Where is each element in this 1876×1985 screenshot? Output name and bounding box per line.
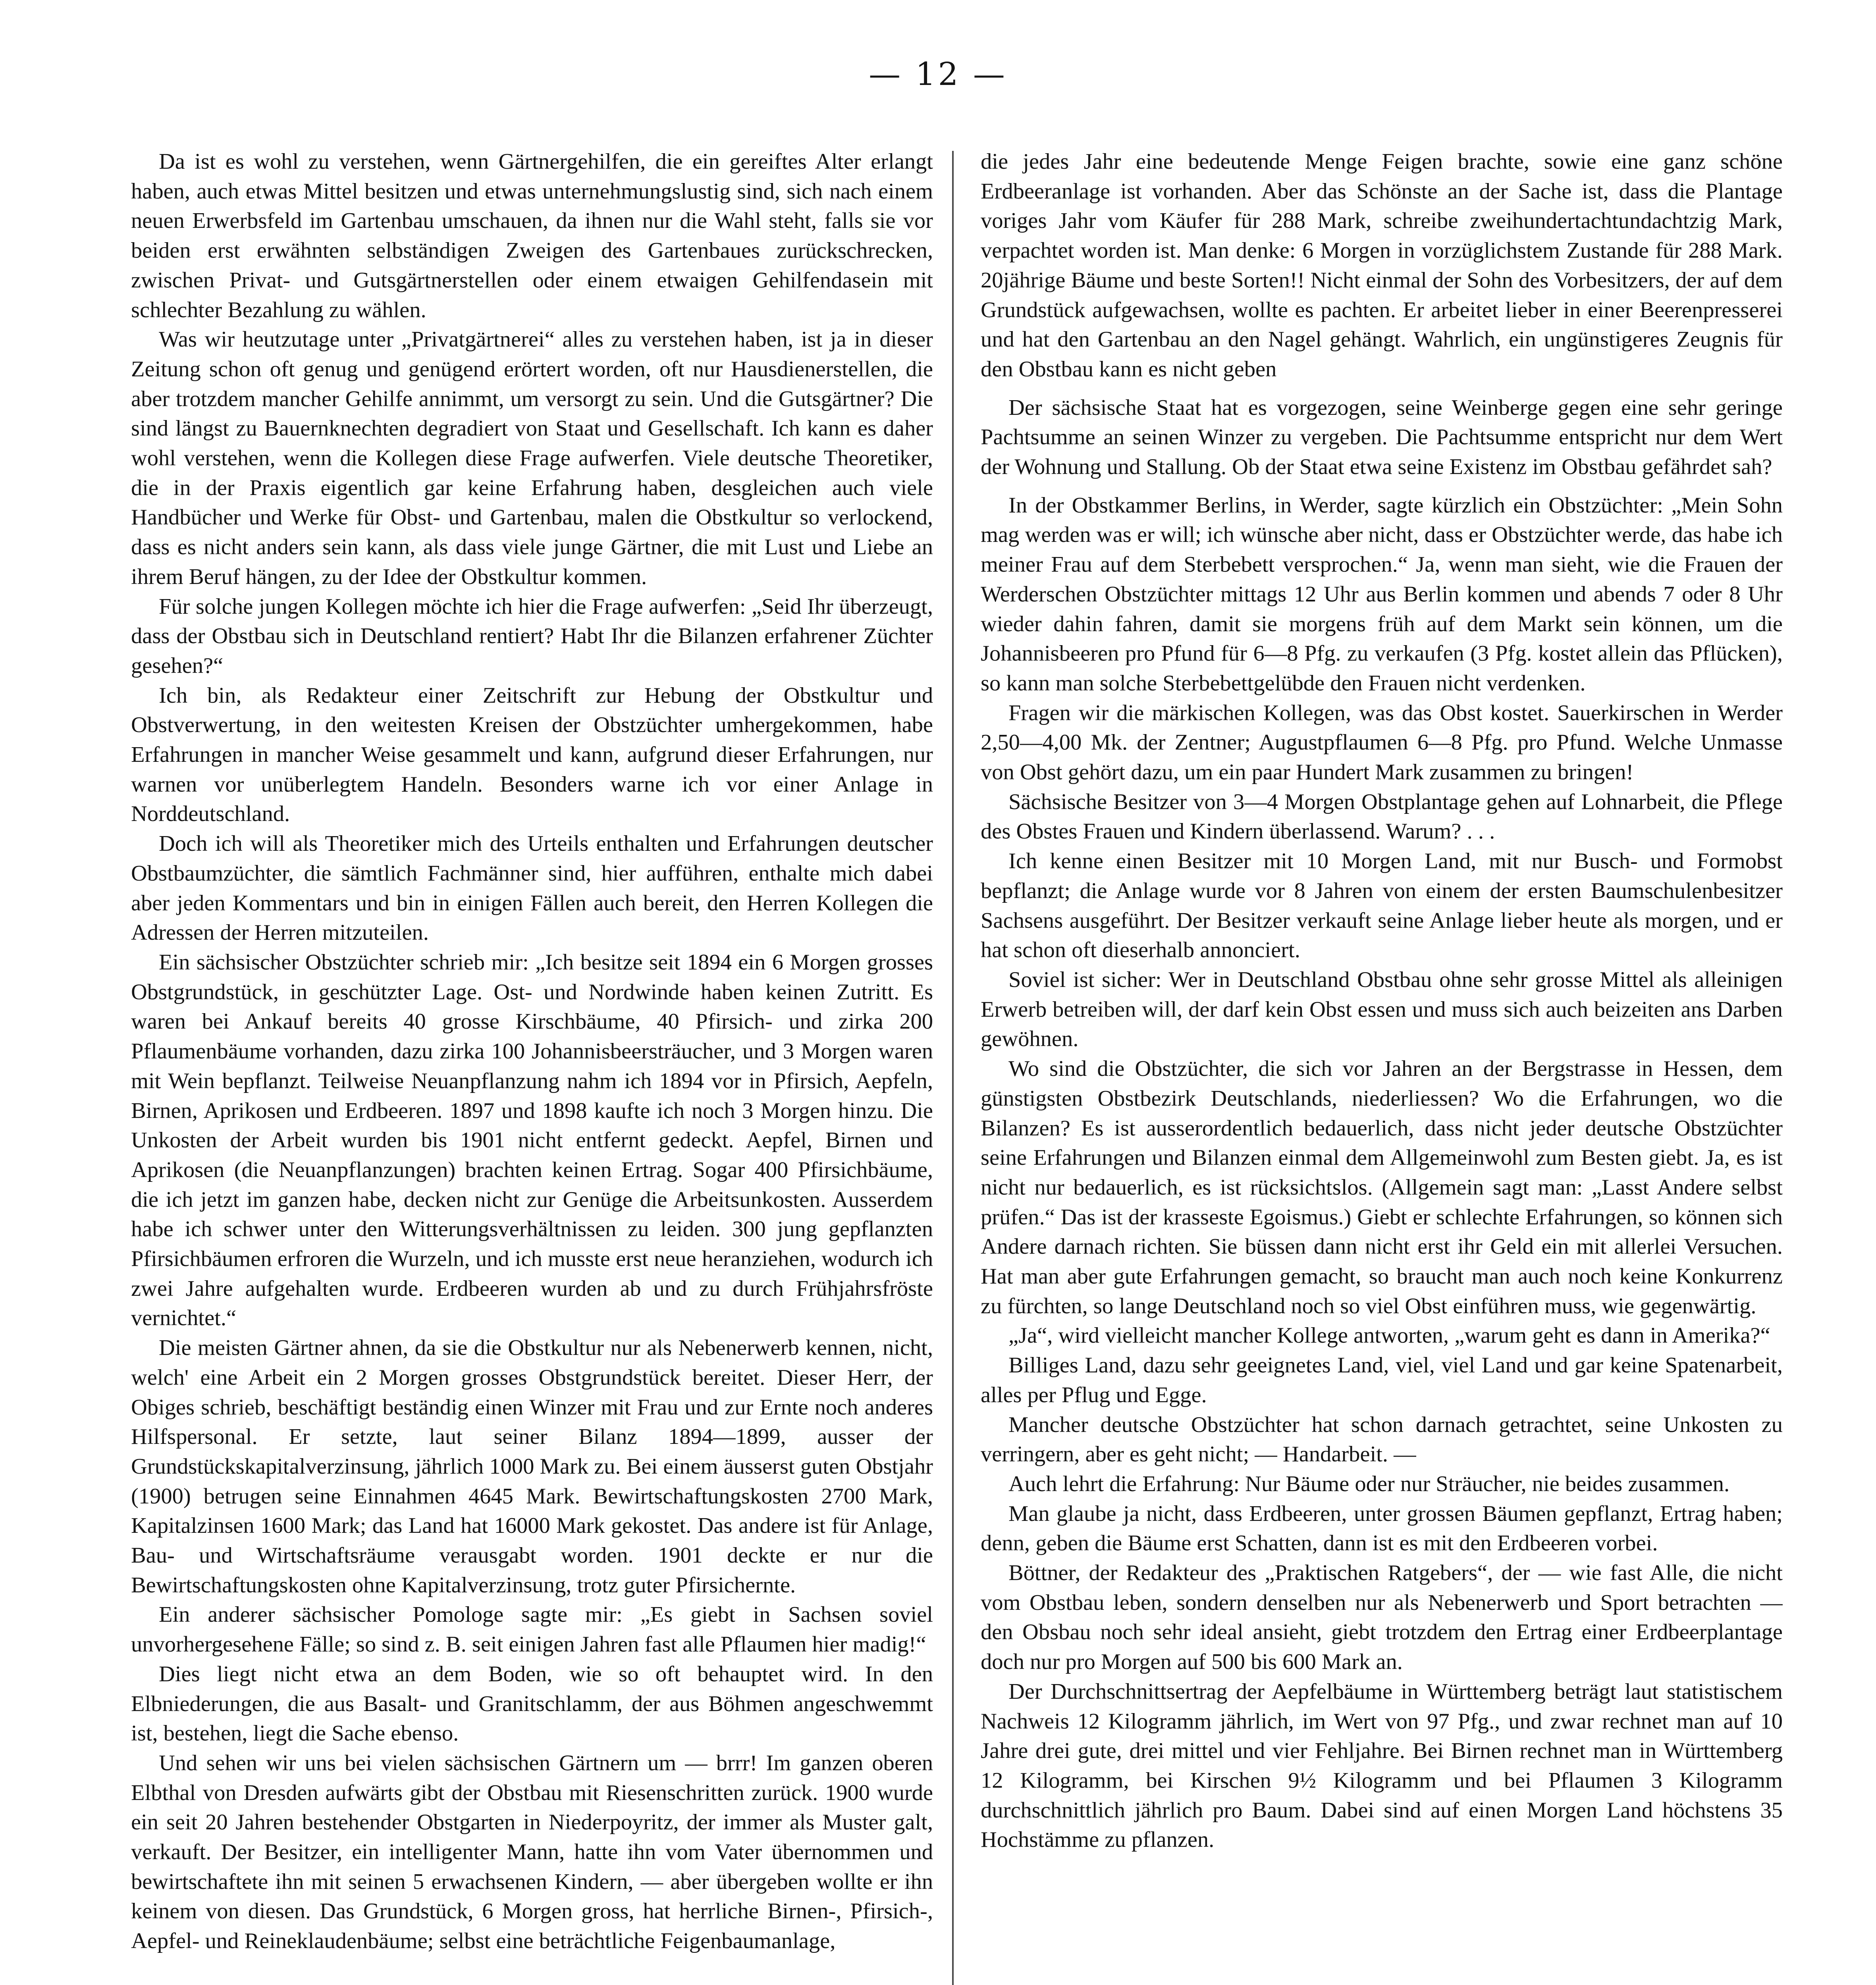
right-column [981,147,1783,1985]
paragraph: Fragen wir die märkischen Kollegen, was das Obst kostet. Sauerkirschen in Werder 2,50—4,00 Mk. der Zentner; Augustpflaumen 6—8 Pfg. pro Pfund. Welche Unmasse von Obst gehört dazu, um ein paar Hundert Mark zusammen zu bringen! [981,700,1783,785]
paragraph: In der Obstkammer Berlins, in Werder, sagte kürzlich ein Obstzüchter: „Mein Sohn mag werden was er will; ich wünsche aber nicht, dass er Obstzüchter werde, das habe ich meiner Frau auf dem Sterbebett versprochen.“ Ja, wenn man sieht, wie die Frauen der Werderschen Obstzüchter mittags 12 Uhr aus Berlin kommen und abends 7 oder 8 Uhr wieder dahin fahren, damit sie morgens früh auf dem Markt sein können, um die Johannisbeeren pro Pfund für 6—8 Pfg. zu verkaufen (3 Pfg. kostet allein das Pflücken), so kann man solche Sterbebettgelübde den Frauen nicht verdenken. [981,493,1783,696]
paragraph: Soviel ist sicher: Wer in Deutschland Obstbau ohne sehr grosse Mittel als alleinigen Erwerb betreiben will, der darf kein Obst essen und muss sich auch beizeiten ans Darben gewöhnen. [981,967,1783,1052]
paragraph: Man glaube ja nicht, dass Erdbeeren, unter grossen Bäumen gepflanzt, Ertrag haben; denn, geben die Bäume erst Schatten, dann ist es mit den Erdbeeren vorbei. [981,1501,1783,1556]
left-column [131,147,933,1985]
paragraph: Auch lehrt die Erfahrung: Nur Bäume oder nur Sträucher, nie beides zusammen. [1008,1471,1730,1496]
paragraph: Was wir heutzutage unter „Privatgärtnerei“ alles zu verstehen haben, ist ja in dieser Zeitung schon oft genug und genügend erörtert worden, oft nur Hausdienerstellen, die aber trotzdem mancher Gehilfe annimmt, um versorgt zu sein. Und die Gutsgärtner? Die sind längst zu Bauernknechten degradiert von Staat und Gesellschaft. Ich kann es daher wohl verstehen, wenn die Kollegen diese Frage aufwerfen. Viele deutsche Theoretiker, die in der Praxis eigentlich gar keine Erfahrung haben, desgleichen auch viele Handbücher und Werke für Obst- und Gartenbau, malen die Obstkultur so verlockend, dass es nicht anders sein kann, als dass viele junge Gärtner, die mit Lust und Liebe an ihrem Beruf hängen, zu der Idee der Obstkultur kommen. [131,327,933,589]
paragraph: Ich kenne einen Besitzer mit 10 Morgen Land, mit nur Busch- und Formobst bepflanzt; die Anlage wurde vor 8 Jahren von einem der ersten Baumschulenbesitzer Sachsens ausgeführt. Der Besitzer verkauft seine Anlage lieber heute als morgen, und er hat schon oft dieserhalb annonciert. [981,849,1783,963]
paragraph: die jedes Jahr eine bedeutende Menge Feigen brachte, sowie eine ganz schöne Erdbeeranlage ist vorhanden. Aber das Schönste an der Sache ist, dass die Plantage voriges Jahr vom Käufer für 288 Mark, schreibe zweihundertachtundachtzig Mark, verpachtet worden ist. Man denke: 6 Morgen in vorzüglichstem Zustande für 288 Mark. 20jährige Bäume und beste Sorten!! Nicht einmal der Sohn des Vorbesitzers, der auf dem Grundstück aufgewachsen, wollte es pachten. Er arbeitet lieber in einer Beerenpresserei und hat den Gartenbau an den Nagel gehängt. Wahrlich, ein ungünstigeres Zeugnis für den Obstbau kann es nicht geben [981,149,1783,382]
paragraph: Mancher deutsche Obstzüchter hat schon darnach getrachtet, seine Unkosten zu verringern, aber es geht nicht; — Handarbeit. — [981,1412,1783,1467]
paragraph: Ich bin, als Redakteur einer Zeitschrift zur Hebung der Obstkultur und Obstverwertung, in den weitesten Kreisen der Obstzüchter umhergekommen, habe Erfahrungen in mancher Weise gesammelt und kann, aufgrund dieser Erfahrungen, nur warnen vor unüberlegtem Handeln. Besonders warne ich vor einer Anlage in Norddeutschland. [131,683,933,827]
paragraph: Ein anderer sächsischer Pomologe sagte mir: „Es giebt in Sachsen soviel unvorhergesehene Fälle; so sind z. B. seit einigen Jahren fast alle Pflaumen hier madig!“ [131,1602,933,1657]
paragraph: Böttner, der Redakteur des „Praktischen Ratgebers“, der — wie fast Alle, die nicht vom Obstbau leben, sondern denselben nur als Nebenerwerb und Sport betrachten — den Obsbau noch sehr ideal ansieht, giebt trotzdem den Ertrag einer Erdbeerplantage doch nur pro Morgen auf 500 bis 600 Mark an. [981,1561,1783,1675]
paragraph: Und sehen wir uns bei vielen sächsischen Gärtnern um — brrr! Im ganzen oberen Elbthal von Dresden aufwärts gibt der Obstbau mit Riesenschritten zurück. 1900 wurde ein seit 20 Jahren bestehender Obstgarten in Niederpoyritz, der immer als Muster galt, verkauft. Der Besitzer, ein intelligenter Mann, hatte ihn vom Vater übernommen und bewirtschaftete ihn mit seinen 5 erwachsenen Kindern, — aber übergeben wollte er ihn keinem von diesen. Das Grundstück, 6 Morgen gross, hat herrliche Birnen-, Pfirsich-, Aepfel- und Reineklaudenbäume; selbst eine beträchtliche Feigenbaumanlage, [131,1750,933,1954]
column-divider [952,151,954,1985]
paragraph: Ein sächsischer Obstzüchter schrieb mir: „Ich besitze seit 1894 ein 6 Morgen grosses Obstgrundstück, in geschützter Lage. Ost- und Nordwinde haben keinen Zutritt. Es waren bei Ankauf bereits 40 grosse Kirschbäume, 40 Pfirsich- und zirka 200 Pflaumenbäume vorhanden, dazu zirka 100 Johannisbeersträucher, und 3 Morgen waren mit Wein bepflanzt. Teilweise Neuanpflanzung nahm ich 1894 vor in Pfirsich, Aepfeln, Birnen, Aprikosen und Erdbeeren. 1897 und 1898 kaufte ich noch 3 Morgen hinzu. Die Unkosten der Arbeit wurden bis 1901 nicht entfernt gedeckt. Aepfel, Birnen und Aprikosen (die Neuanpflanzungen) brachten keinen Ertrag. Sogar 400 Pfirsichbäume, die ich jetzt im ganzen habe, decken nicht zur Genüge die Arbeitsunkosten. Ausserdem habe ich schwer unter den Witterungsverhältnissen zu leiden. 300 jung gepflanzten Pfirsichbäumen erfroren die Wurzeln, und ich musste erst neue heranziehen, wodurch ich zwei Jahre aufgehalten wurde. Erdbeeren wurden ab und zu durch Frühjahrsfröste vernichtet.“ [131,950,933,1331]
paragraph: Da ist es wohl zu verstehen, wenn Gärtnergehilfen, die ein gereiftes Alter erlangt haben, auch etwas Mittel besitzen und etwas unternehmungslustig sind, sich nach einem neuen Erwerbsfeld im Gartenbau umschauen, da ihnen nur die Wahl steht, falls sie vor beiden erst erwähnten selbständigen Zweigen des Gartenbaues zurückschrecken, zwischen Privat- und Gutsgärtnerstellen oder einem etwaigen Gehilfendasein mit schlechter Bezahlung zu wählen. [131,149,933,322]
paragraph: „Ja“, wird vielleicht mancher Kollege antworten, „warum geht es dann in Amerika?“ [1008,1323,1770,1348]
paragraph: Dies liegt nicht etwa an dem Boden, wie so oft behauptet wird. In den Elbniederungen, die aus Basalt- und Granitschlamm, der aus Böhmen angeschwemmt ist, bestehen, liegt die Sache ebenso. [131,1661,933,1746]
paragraph: Sächsische Besitzer von 3—4 Morgen Obstplantage gehen auf Lohnarbeit, die Pflege des Obstes Frauen und Kindern überlassend. Warum? . . . [981,789,1783,844]
paragraph: Für solche jungen Kollegen möchte ich hier die Frage aufwerfen: „Seid Ihr überzeugt, dass der Obstbau sich in Deutschland rentiert? Habt Ihr die Bilanzen erfahrener Züchter gesehen?“ [131,594,933,678]
paragraph: Doch ich will als Theoretiker mich des Urteils enthalten und Erfahrungen deutscher Obstbaumzüchter, die sämtlich Fachmänner sind, hier aufführen, enthalte mich dabei aber jeden Kommentars und bin in einigen Fällen auch bereit, den Herren Kollegen die Adressen der Herren mitzuteilen. [131,831,933,945]
paragraph: Der Durchschnittsertrag der Aepfelbäume in Württemberg beträgt laut statistischem Nachweis 12 Kilogramm jährlich, im Wert von 97 Pfg., und zwar rechnet man auf 10 Jahre drei gute, drei mittel und vier Fehljahre. Bei Birnen rechnet man in Württemberg 12 Kilogramm, bei Kirschen 9½ Kilogramm und bei Pflaumen 3 Kilogramm durchschnittlich jährlich pro Baum. Dabei sind auf einen Morgen Land höchstens 35 Hochstämme zu pflanzen. [981,1679,1783,1852]
page-number: — 12 — [869,56,1007,93]
paragraph: Die meisten Gärtner ahnen, da sie die Obstkultur nur als Nebenerwerb kennen, nicht, welch' eine Arbeit ein 2 Morgen grosses Obstgrundstück bereitet. Dieser Herr, der Obiges schrieb, beschäftigt beständig einen Winzer mit Frau und zur Ernte noch anderes Hilfspersonal. Er setzte, laut seiner Bilanz 1894—1899, ausser der Grundstückskapitalverzinsung, jährlich 1000 Mark zu. Bei einem äusserst guten Obstjahr (1900) betrugen seine Einnahmen 4645 Mark. Bewirtschaftungskosten 2700 Mark, Kapitalzinsen 1600 Mark; das Land hat 16000 Mark gekostet. Das andere ist für Anlage, Bau- und Wirtschaftsräume verausgabt worden. 1901 deckte er nur die Bewirtschaftungskosten ohne Kapitalverzinsung, trotz guter Pfirsichernte. [131,1336,933,1598]
paragraph: Der sächsische Staat hat es vorgezogen, seine Weinberge gegen eine sehr geringe Pachtsumme an seinen Winzer zu vergeben. Die Pachtsumme entspricht nur dem Wert der Wohnung und Stallung. Ob der Staat etwa seine Existenz im Obstbau gefährdet sah? [981,395,1783,480]
paragraph: Wo sind die Obstzüchter, die sich vor Jahren an der Bergstrasse in Hessen, dem günstigsten Obstbezirk Deutschlands, niederliessen? Wo die Erfahrungen, wo die Bilanzen? Es ist ausserordentlich bedauerlich, dass nicht jeder deutsche Obstzüchter seine Erfahrungen und Bilanzen einmal dem Allgemeinwohl zum Besten giebt. Ja, es ist nicht nur bedauerlich, es ist rücksichtslos. (Allgemein sagt man: „Lasst Andere selbst prüfen.“ Das ist der krasseste Egoismus.) Giebt er schlechte Erfahrungen, so können sich Andere darnach richten. Sie büssen dann nicht erst ihr Geld ein mit allerlei Versuchen. Hat man aber gute Erfahrungen gemacht, so braucht man auch noch keine Konkurrenz zu fürchten, so lange Deutschland noch so viel Obst einführen muss, wie gegenwärtig. [981,1056,1783,1318]
paragraph: Billiges Land, dazu sehr geeignetes Land, viel, viel Land und gar keine Spatenarbeit, alles per Pflug und Egge. [981,1353,1783,1407]
